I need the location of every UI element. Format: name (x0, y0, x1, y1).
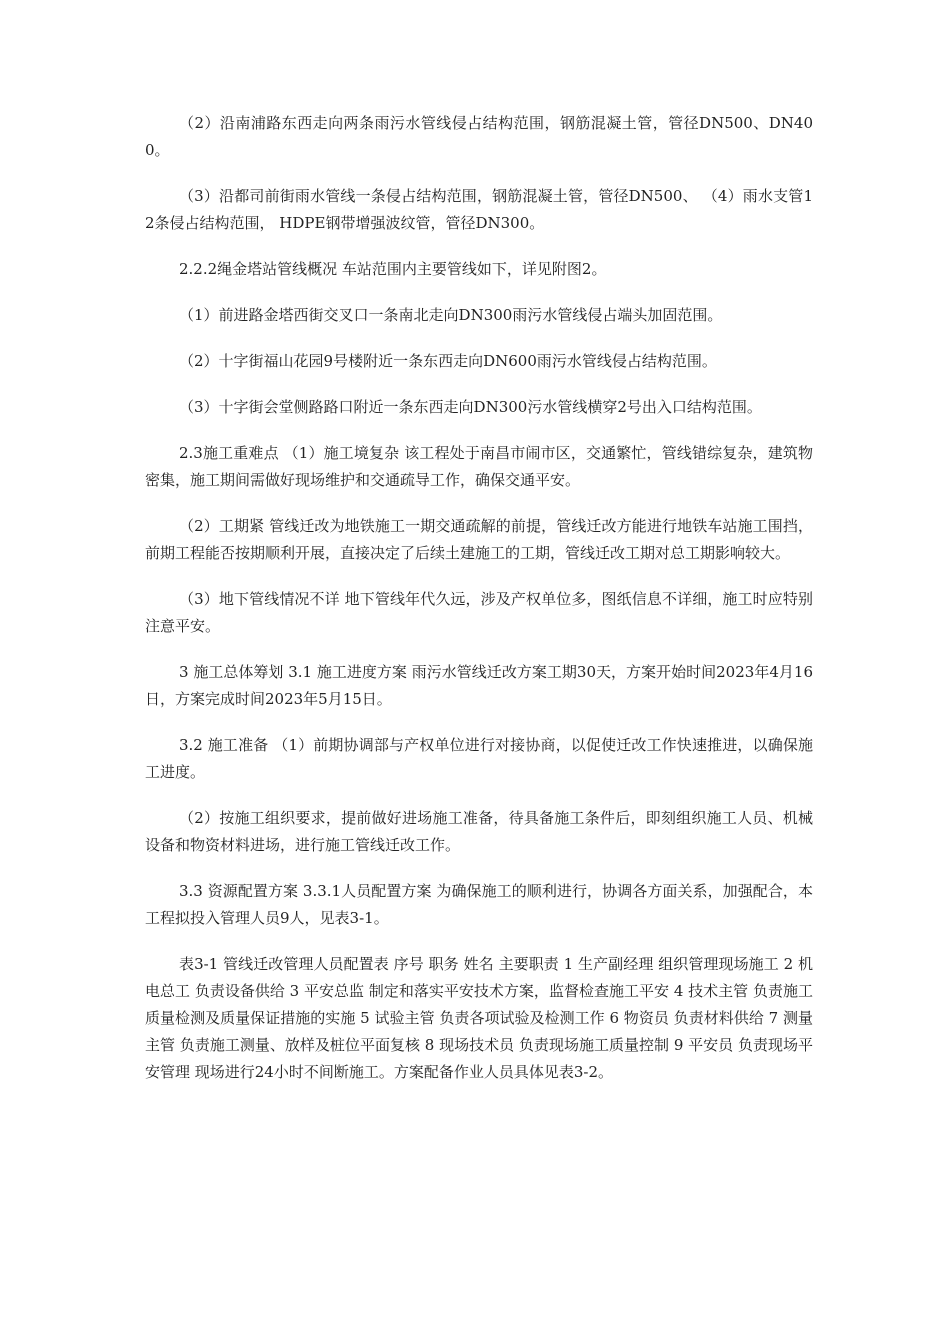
paragraph-pipeline-qianjin-road: （1）前进路金塔西街交叉口一条南北走向DN300雨污水管线侵占端头加固范围。 (179, 306, 723, 324)
paragraph-schedule-plan: 3 施工总体筹划 3.1 施工进度方案 雨污水管线迁改方案工期30天，方案开始时间2023年4月16日，方案完成时间2023年5月15日。 (145, 663, 813, 708)
paragraph-underground-pipelines: （3）地下管线情况不详 地下管线年代久远，涉及产权单位多，图纸信息不详细，施工时应特别注意平安。 (145, 590, 813, 635)
paragraph-shengjinta-station-overview: 2.2.2绳金塔站管线概况 车站范围内主要管线如下，详见附图2。 (179, 260, 607, 278)
paragraph-pipeline-fushan-garden: （2）十字街福山花园9号楼附近一条东西走向DN600雨污水管线侵占结构范围。 (179, 352, 717, 370)
document-body (145, 110, 813, 1105)
paragraph-pipeline-dusiqian-street: （3）沿都司前街雨水管线一条侵占结构范围，钢筋混凝土管，管径DN500、 （4）雨水支管12条侵占结构范围， HDPE钢带增强波纹管，管径DN300。 (145, 187, 813, 232)
paragraph-pipeline-huitang-road: （3）十字街会堂侧路路口附近一条东西走向DN300污水管线横穿2号出入口结构范围。 (179, 398, 762, 416)
paragraph-site-preparation: （2）按施工组织要求，提前做好进场施工准备，待具备施工条件后，即刻组织施工人员、机械设备和物资材料进场，进行施工管线迁改工作。 (145, 809, 813, 854)
paragraph-pipeline-nanpu-road: （2）沿南浦路东西走向两条雨污水管线侵占结构范围，钢筋混凝土管，管径DN500、DN400。 (145, 114, 813, 159)
paragraph-construction-preparation: 3.2 施工准备 （1）前期协调部与产权单位进行对接协商，以促使迁改工作快速推进，以确保施工进度。 (145, 736, 813, 781)
paragraph-construction-difficulties: 2.3施工重难点 （1）施工境复杂 该工程处于南昌市闹市区，交通繁忙，管线错综复杂，建筑物密集，施工期间需做好现场维护和交通疏导工作，确保交通平安。 (145, 444, 813, 489)
paragraph-resource-allocation: 3.3 资源配置方案 3.3.1人员配置方案 为确保施工的顺利进行，协调各方面关系，加强配合，本工程拟投入管理人员9人，见表3-1。 (145, 882, 813, 927)
paragraph-tight-schedule: （2）工期紧 管线迁改为地铁施工一期交通疏解的前提，管线迁改方能进行地铁车站施工围挡，前期工程能否按期顺利开展，直接决定了后续土建施工的工期，管线迁改工期对总工期影响较大。 (145, 517, 813, 562)
paragraph-staff-table: 表3-1 管线迁改管理人员配置表 序号 职务 姓名 主要职责 1 生产副经理 组织管理现场施工 2 机电总工 负责设备供给 3 平安总监 制定和落实平安技术方案，监督检查施工平安 4 技术主管 负责施工质量检测及质量保证措施的实施 5 试验主管 负责各项试验及检测工作 6 物资员 负责材料供给 7 测量主管 负责施工测量、放样及桩位平面复核 8 现场技术员 负责现场施工质量控制 9 平安员 负责现场平安管理 现场进行24小时不间断施工。方案配备作业人员具体见表3-2。 (145, 955, 813, 1081)
